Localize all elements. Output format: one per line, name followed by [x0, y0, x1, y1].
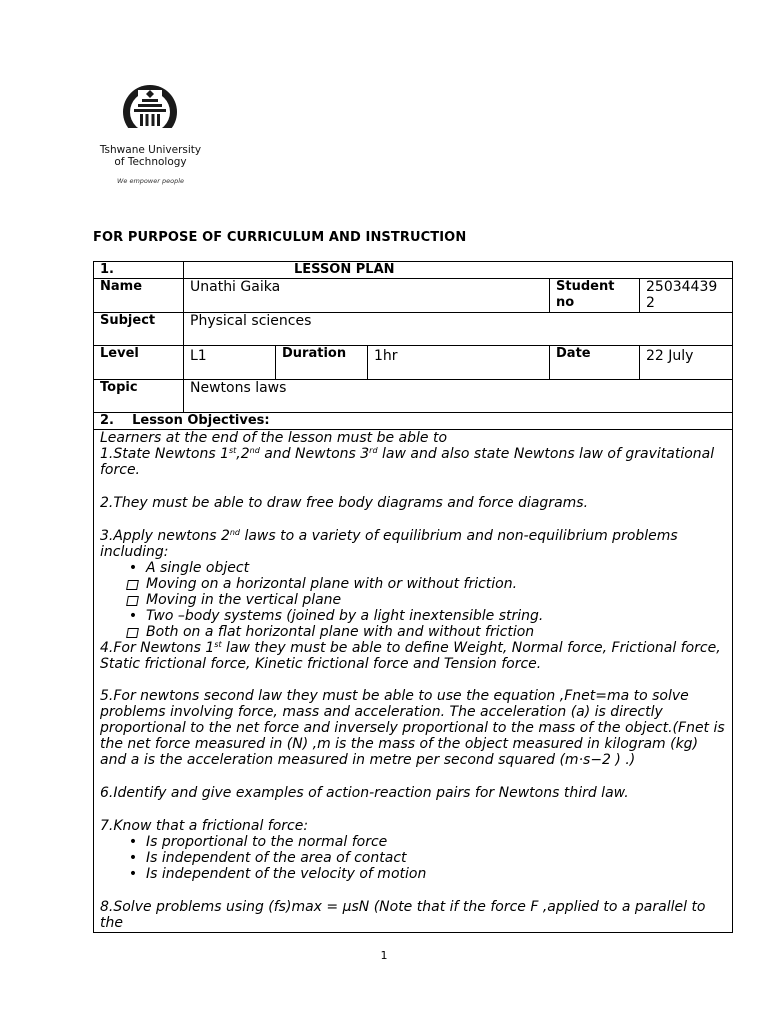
section2-title-text: Lesson Objectives: [132, 413, 270, 428]
section1-header-row [94, 262, 733, 279]
name-label: Name [94, 279, 184, 313]
list-item: Moving in the vertical plane [124, 592, 726, 608]
student-no-value: 250344392 [640, 279, 733, 313]
section2-header-row [94, 413, 733, 430]
objective-3-list [100, 560, 726, 640]
bullet-icon: • [128, 559, 138, 576]
section1-title: LESSON PLAN [184, 262, 733, 279]
list-item: • Is independent of the area of contact [124, 850, 726, 866]
logo-wordmark: Tshwane University of Technology [99, 144, 202, 168]
page-number: 1 [380, 949, 388, 962]
checkbox-bullet-icon [126, 628, 139, 638]
subject-row [94, 313, 733, 346]
list-item: • Is proportional to the normal force [124, 834, 726, 850]
section2-title [94, 413, 733, 430]
level-row [94, 346, 733, 380]
objectives-cell [94, 430, 733, 933]
checkbox-bullet-icon [126, 580, 139, 590]
section2-number: 2. [100, 413, 114, 428]
topic-label: Topic [94, 380, 184, 413]
objective-3: 3.Apply newtons 2nd laws to a variety of equilibrium and non-equilibrium problems including: [100, 527, 678, 560]
duration-label: Duration [276, 346, 368, 380]
list-item: • Two –body systems (joined by a light inextensible string. [124, 608, 726, 624]
objectives-row [94, 430, 733, 933]
subject-label: Subject [94, 313, 184, 346]
objective-7-list [100, 834, 726, 882]
checkbox-bullet-icon [126, 596, 139, 606]
objective-5: 5.For newtons second law they must be able to use the equation ,Fnet=ma to solve problems involving force, mass and acceleration. The acceleration (a) is directly proportional to the net force and inversely proportional to the mass of the object.(Fnet is the net force measured in (N) ,m is the mass of the object measured in kilogram (kg) and a is the acceleration measured in metre per second squared (m·s−2 ) .) [100, 688, 725, 769]
logo-tagline: We empower people [116, 177, 184, 185]
lesson-plan-table [93, 261, 733, 933]
student-no-label: Student no [550, 279, 640, 313]
name-value: Unathi Gaika [184, 279, 550, 313]
objective-4: 4.For Newtons 1st law they must be able to define Weight, Normal force, Frictional force, Static frictional force, Kinetic frictional force and Tension force. [100, 639, 721, 672]
objective-6: 6.Identify and give examples of action-reaction pairs for Newtons third law. [100, 785, 629, 802]
bullet-icon: • [128, 849, 138, 866]
objective-1: 1.State Newtons 1st,2nd and Newtons 3rd law and also state Newtons law of gravitational force. [100, 446, 715, 478]
date-value: 22 July [640, 346, 733, 380]
subject-value: Physical sciences [184, 313, 733, 346]
list-item: Moving on a horizontal plane with or without friction. [124, 576, 726, 592]
name-row [94, 279, 733, 313]
topic-row [94, 380, 733, 413]
list-item: Both on a flat horizontal plane with and without friction [124, 624, 726, 640]
objective-2: 2.They must be able to draw free body diagrams and force diagrams. [100, 494, 589, 511]
bullet-icon: • [128, 607, 138, 624]
university-logo [88, 84, 213, 194]
date-label: Date [550, 346, 640, 380]
level-label: Level [94, 346, 184, 380]
objectives-intro: Learners at the end of the lesson must be able to [100, 430, 448, 446]
document-heading: FOR PURPOSE OF CURRICULUM AND INSTRUCTION [93, 230, 467, 245]
objective-8: 8.Solve problems using (fs)max = μsN (Note that if the force F ,applied to a parallel to the [100, 898, 706, 931]
university-emblem-icon [116, 84, 184, 142]
list-item: • A single object [124, 560, 726, 576]
objective-7: 7.Know that a frictional force: [100, 817, 309, 834]
bullet-icon: • [128, 833, 138, 850]
bullet-icon: • [128, 865, 138, 882]
level-value: L1 [184, 346, 276, 380]
topic-value: Newtons laws [184, 380, 733, 413]
list-item: • Is independent of the velocity of motion [124, 866, 726, 882]
section1-number: 1. [94, 262, 184, 279]
duration-value: 1hr [368, 346, 550, 380]
